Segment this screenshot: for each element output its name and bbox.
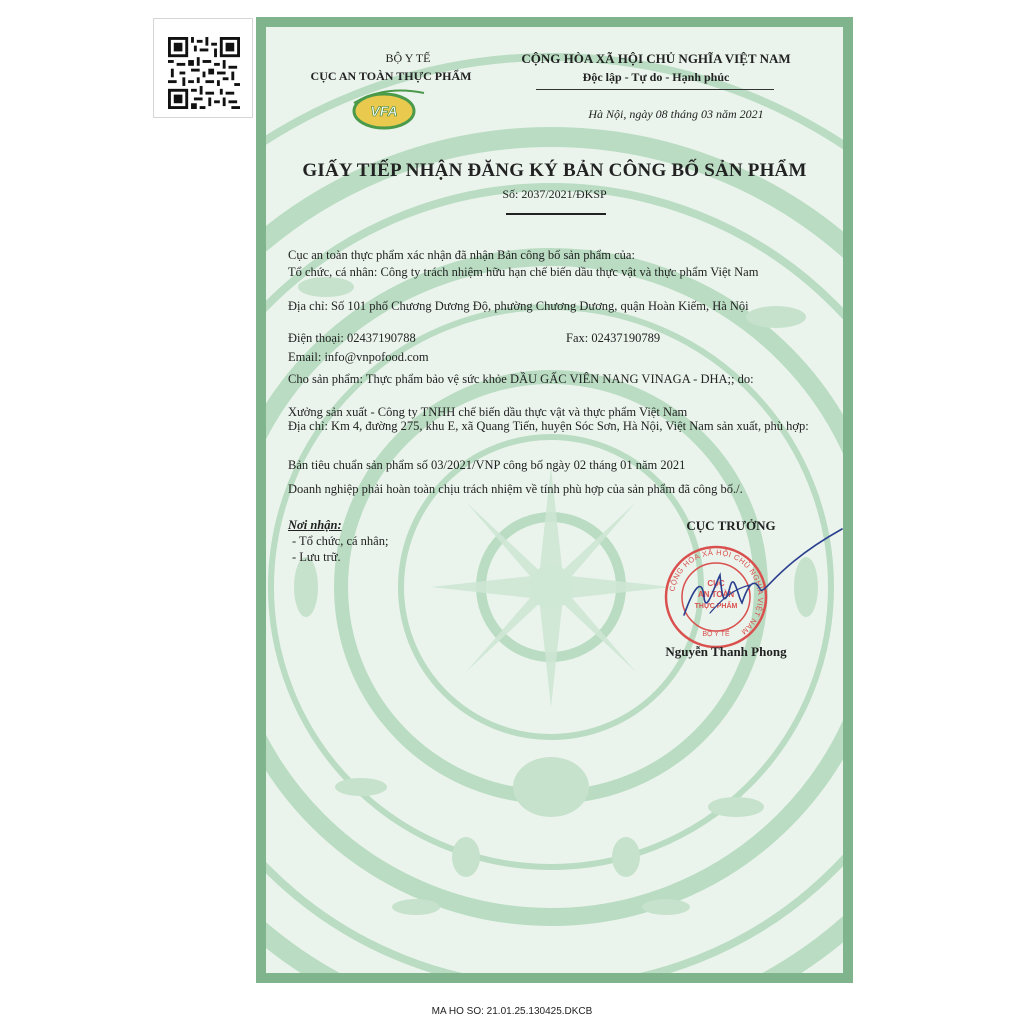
fax-text: Fax: 02437190789 [566, 331, 661, 345]
qr-code-image [168, 37, 240, 109]
national-motto: Độc lập - Tự do - Hạnh phúc [582, 70, 730, 84]
motto-underline [536, 89, 774, 90]
signer-name: Nguyễn Thanh Phong [665, 644, 787, 659]
handwritten-signature [664, 527, 843, 637]
standard-text: Bản tiêu chuẩn sản phẩm số 03/2021/VNP công bố ngày 02 tháng 01 năm 2021 [288, 458, 686, 472]
product-text: Cho sản phẩm: Thực phẩm bảo vệ sức khỏe DẦU GẤC VIÊN NANG VINAGA - DHA;; do: [288, 372, 754, 386]
department-name: CỤC AN TOÀN THỰC PHẨM [310, 69, 472, 83]
responsibility-text: Doanh nghiệp phải hoàn toàn chịu trách nhiệm về tính phù hợp của sản phẩm đã công bố./. [288, 482, 743, 496]
signer-title: CỤC TRƯỞNG [686, 518, 776, 533]
stamp-bottom-text: BỘ Y TẾ [702, 631, 730, 638]
recipient-item: - Tổ chức, cá nhân; [292, 534, 389, 548]
stamp-center-text: THỰC PHẨM [694, 603, 738, 610]
issue-date: Hà Nội, ngày 08 tháng 03 năm 2021 [588, 107, 764, 121]
phone-text: Điện thoại: 02437190788 [288, 331, 416, 345]
recipients-heading: Nơi nhận: [288, 518, 342, 532]
certificate-frame [256, 17, 853, 983]
republic-name: CỘNG HÒA XÃ HỘI CHỦ NGHĨA VIỆT NAM [521, 51, 791, 66]
email-text: Email: info@vnpofood.com [288, 350, 429, 364]
stamp-center-text: CỤC [707, 579, 725, 588]
organization-text: Tổ chức, cá nhân: Công ty trách nhiệm hữu hạn chế biến dầu thực vật và thực phẩm Việt Nam [288, 265, 759, 279]
intro-text: Cục an toàn thực phẩm xác nhận đã nhận Bản công bố sản phẩm của: [288, 248, 635, 262]
document-number: Số: 2037/2021/ĐKSP [502, 187, 607, 201]
number-underline [506, 213, 606, 215]
ministry-name: BỘ Y TẾ [385, 51, 431, 65]
stamp-center-text: AN TOÀN [697, 590, 735, 599]
factory-address-text: Địa chỉ: Km 4, đường 275, khu E, xã Quang Tiến, huyện Sóc Sơn, Hà Nội, Việt Nam sản xuất, phù hợp: [288, 419, 809, 433]
logo-text: VFA [370, 103, 398, 119]
record-code: MA HO SO: 21.01.25.130425.DKCB [431, 1006, 593, 1017]
stamp-ring-text: CỘNG HÒA XÃ HỘI CHỦ NGHĨA VIỆT NAM [667, 547, 766, 637]
recipient-item: - Lưu trữ. [292, 550, 341, 564]
certificate-paper [266, 27, 843, 973]
qr-code [153, 18, 253, 118]
vfa-logo [344, 85, 432, 133]
factory-text: Xưởng sản xuất - Công ty TNHH chế biến dầu thực vật và thực phẩm Việt Nam [288, 405, 688, 419]
address-text: Địa chỉ: Số 101 phố Chương Dương Độ, phường Chương Dương, quận Hoàn Kiếm, Hà Nội [288, 299, 749, 313]
document-title: GIẤY TIẾP NHẬN ĐĂNG KÝ BẢN CÔNG BỐ SẢN PHẨM [302, 160, 807, 181]
